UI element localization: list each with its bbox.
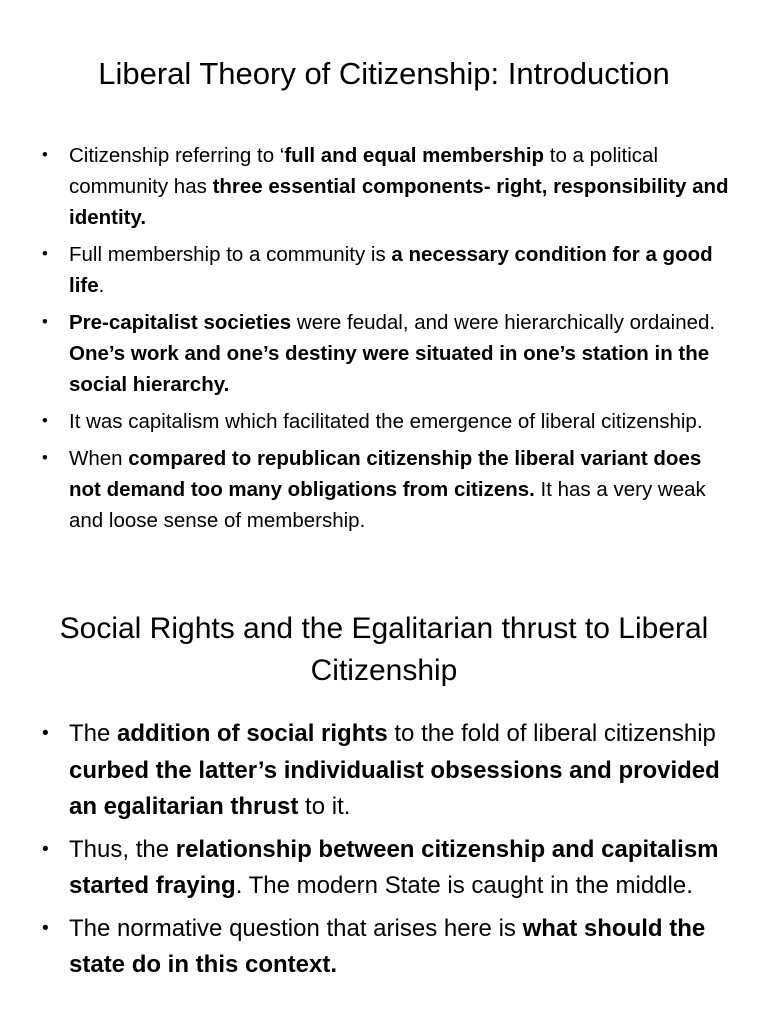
bullet-text-bold: curbed the latter’s individualist obsessions and provided an egalitarian thrust (69, 756, 720, 820)
bullet-item (40, 911, 738, 984)
bullet-dot-icon: • (42, 838, 49, 860)
bullet-text: The (69, 720, 118, 747)
bullet-dot-icon: • (42, 723, 49, 744)
bullet-item (40, 307, 732, 400)
bullet-text: Full membership to a community is (69, 243, 392, 266)
bullet-item (40, 716, 738, 826)
bullet-text: Citizenship referring to ‘ (69, 144, 285, 167)
bullet-text-bold: a necessary condition for a good life (69, 243, 713, 297)
bullet-item (40, 832, 738, 905)
bullet-text: . (98, 274, 105, 297)
bullet-text-bold: One’s work and one’s destiny were situated in one’s station in the social hierarchy. (69, 342, 710, 396)
bullet-dot-icon: • (42, 245, 48, 263)
bullet-text: It has a very weak and loose sense of membership. (69, 478, 706, 532)
bullet-text-bold: full and equal membership (284, 144, 545, 167)
slide-title: Liberal Theory of Citizenship: Introduction (98, 56, 670, 91)
bullet-text: to it. (298, 793, 351, 820)
bullet-text-bold: relationship between citizenship and capitalism started fraying (69, 835, 719, 899)
bullet-text: were feudal, and were hierarchically ordained. (291, 311, 716, 334)
bullet-item (40, 239, 732, 301)
bullet-text-bold: three essential components- right, responsibility and identity. (69, 175, 729, 229)
bullet-text: to a political community has (69, 144, 659, 198)
bullet-list (40, 140, 732, 542)
bullet-text: It was capitalism which facilitated the emergence of liberal citizenship. (69, 410, 703, 433)
bullet-text-bold: Pre-capitalist societies (69, 311, 292, 334)
bullet-dot-icon: • (42, 313, 48, 331)
bullet-dot-icon: • (42, 917, 49, 939)
bullet-list (40, 716, 738, 990)
bullet-text-bold: compared to republican citizenship the liberal variant does not demand too many obligations from citizens. (69, 447, 702, 501)
bullet-text: The normative question that arises here is (69, 914, 523, 942)
slide-title: Social Rights and the Egalitarian thrust to Liberal Citizenship (59, 612, 709, 687)
bullet-item (40, 406, 732, 437)
bullet-text: Thus, the (69, 835, 176, 863)
bullet-text: When (69, 447, 129, 470)
bullet-item (40, 443, 732, 536)
bullet-dot-icon: • (42, 412, 48, 430)
slide-social-rights (0, 590, 768, 1024)
bullet-item (40, 140, 732, 233)
bullet-dot-icon: • (42, 146, 48, 164)
bullet-text-bold: what should the state do in this context. (69, 914, 706, 978)
bullet-dot-icon: • (42, 449, 48, 467)
bullet-text-bold: addition of social rights (117, 720, 388, 747)
bullet-text: . The modern State is caught in the middle. (235, 872, 693, 899)
bullet-text: to the fold of liberal citizenship (387, 720, 716, 747)
